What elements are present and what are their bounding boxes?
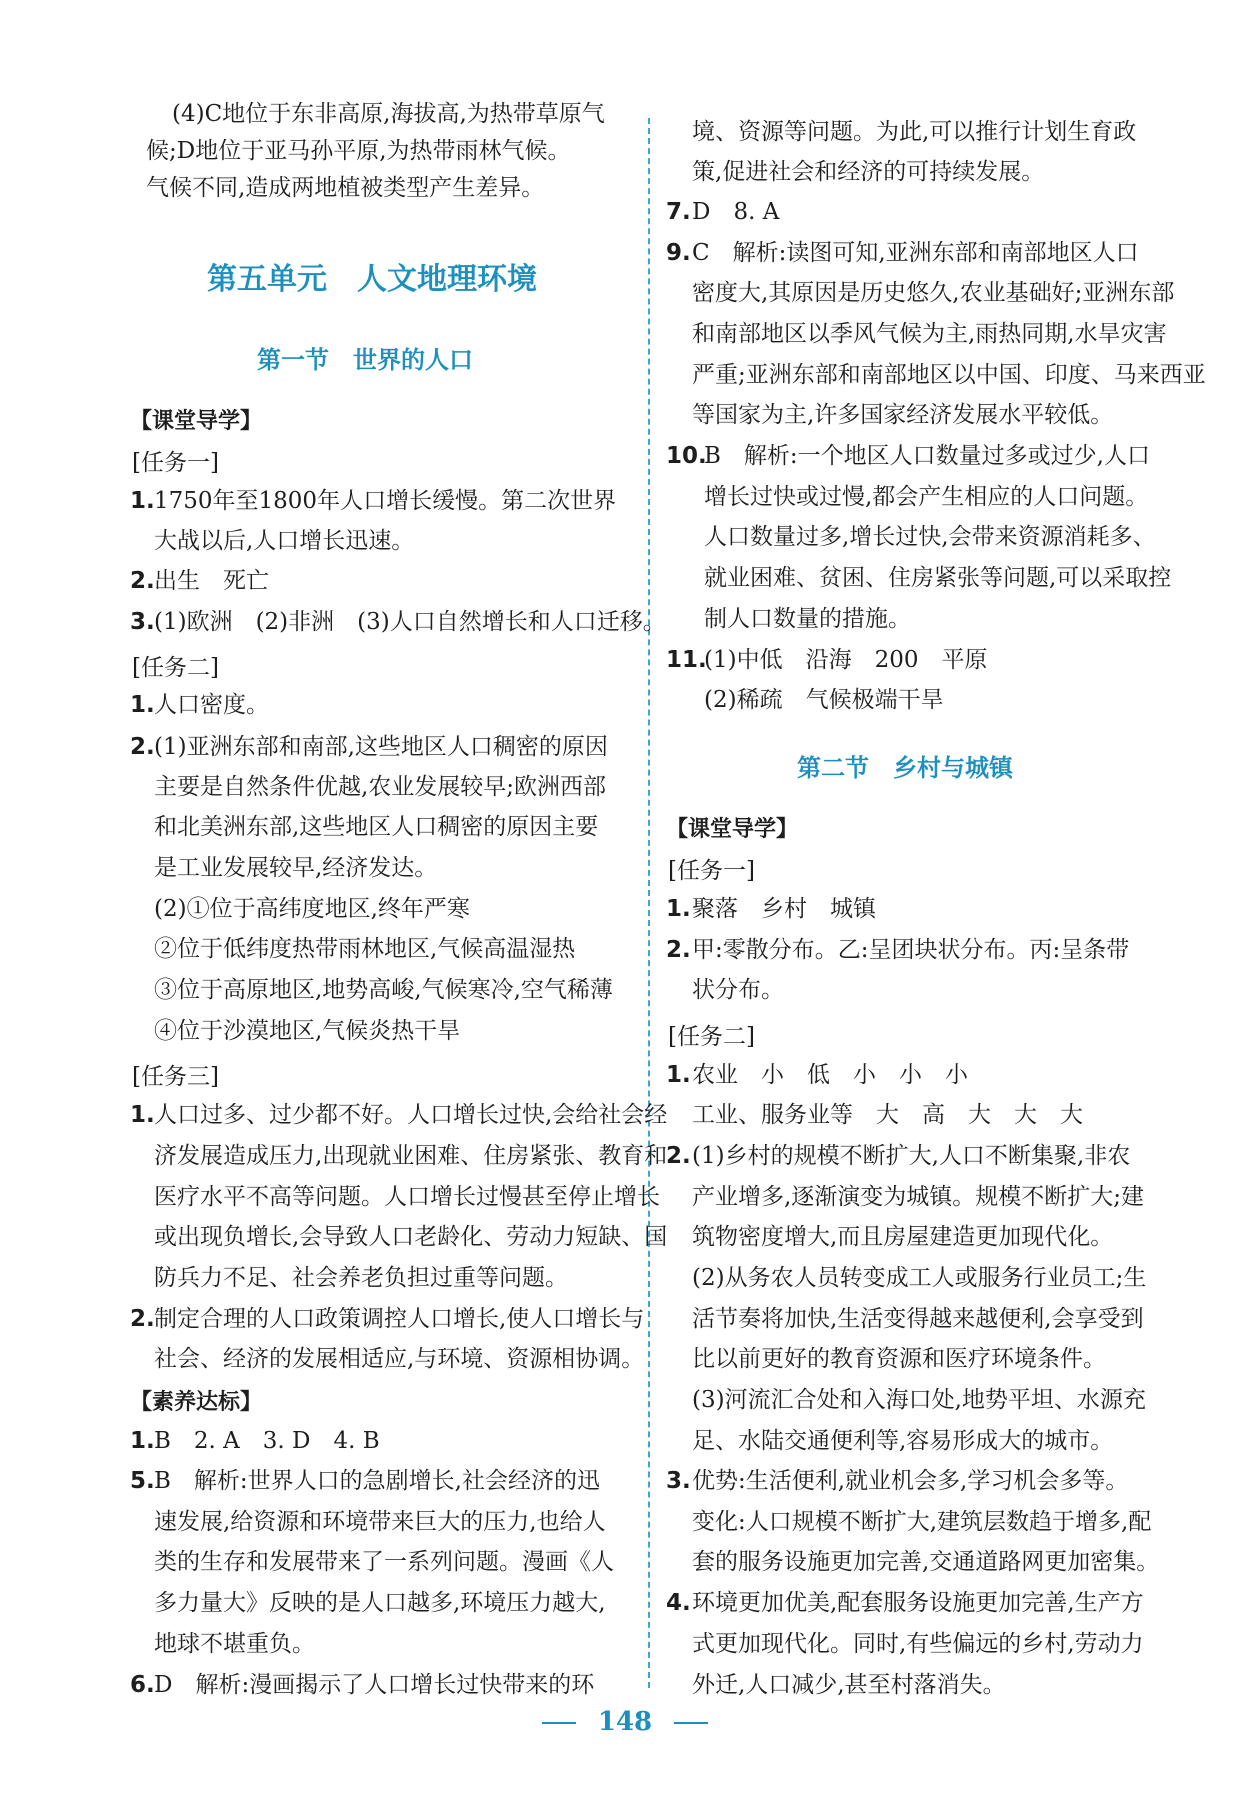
item-text: 速发展,给资源和环境带来巨大的压力,也给人 <box>154 1509 606 1535</box>
section-title: 第二节 乡村与城镇 <box>797 754 1013 782</box>
item-text: 多力量大》反映的是人口越多,环境压力越大, <box>154 1590 606 1616</box>
item-text: (2)从务农人员转变成工人或服务行业员工;生 <box>692 1265 1147 1291</box>
task-label: [任务二] <box>668 1024 755 1050</box>
item-text: 地球不堪重负。 <box>154 1631 315 1657</box>
intro-line: (4)C地位于东非高原,海拔高,为热带草原气 <box>172 101 605 127</box>
item-text: 1750年至1800年人口增长缓慢。第二次世界 <box>154 488 617 514</box>
section-header: 【课堂导学】 <box>130 409 263 434</box>
item-text: C 解析:读图可知,亚洲东部和南部地区人口 <box>692 240 1139 266</box>
task-label: [任务一] <box>132 450 219 476</box>
item-number: 3. <box>666 1468 691 1494</box>
item-text: (3)河流汇合处和入海口处,地势平坦、水源充 <box>692 1387 1146 1413</box>
item-text: 农业 小 低 小 小 小 <box>692 1062 968 1088</box>
item-text: ③位于高原地区,地势高峻,气候寒冷,空气稀薄 <box>154 977 613 1003</box>
item-text: 筑物密度增大,而且房屋建造更加现代化。 <box>692 1224 1114 1250</box>
item-text: 严重;亚洲东部和南部地区以中国、印度、马来西亚 <box>692 362 1206 388</box>
item-text: 套的服务设施更加完善,交通道路网更加密集。 <box>692 1549 1160 1575</box>
item-number: 1. <box>130 692 155 718</box>
item-text: 等国家为主,许多国家经济发展水平较低。 <box>692 402 1114 428</box>
item-number: 1. <box>130 1102 155 1128</box>
item-text: 医疗水平不高等问题。人口增长过慢甚至停止增长 <box>154 1184 660 1210</box>
item-text: 和南部地区以季风气候为主,雨热同期,水旱灾害 <box>692 321 1167 347</box>
page-number-dash-right <box>674 1722 708 1724</box>
item-text: 密度大,其原因是历史悠久,农业基础好;亚洲东部 <box>692 280 1175 306</box>
item-text: 产业增多,逐渐演变为城镇。规模不断扩大;建 <box>692 1184 1145 1210</box>
item-text: 工业、服务业等 大 高 大 大 大 <box>692 1102 1083 1128</box>
item-text: (1)欧洲 (2)非洲 (3)人口自然增长和人口迁移。 <box>154 609 666 635</box>
item-number: 6. <box>130 1672 155 1698</box>
item-text: 甲:零散分布。乙:呈团块状分布。丙:呈条带 <box>692 937 1130 963</box>
item-text: 防兵力不足、社会养老负担过重等问题。 <box>154 1265 568 1291</box>
item-text: D 解析:漫画揭示了人口增长过快带来的环 <box>154 1672 595 1698</box>
item-text: (1)乡村的规模不断扩大,人口不断集聚,非农 <box>692 1143 1131 1169</box>
item-text: B 解析:世界人口的急剧增长,社会经济的迅 <box>154 1468 600 1494</box>
item-text: 环境更加优美,配套服务设施更加完善,生产方 <box>692 1590 1144 1616</box>
item-text: 是工业发展较早,经济发达。 <box>154 855 438 881</box>
item-text: 类的生存和发展带来了一系列问题。漫画《人 <box>154 1549 614 1575</box>
item-number: 7. <box>666 199 691 225</box>
unit-title: 第五单元 人文地理环境 <box>207 262 537 297</box>
item-text: 制人口数量的措施。 <box>704 606 911 632</box>
item-text: 人口过多、过少都不好。人口增长过快,会给社会经 <box>154 1102 668 1128</box>
page-number-dash-left <box>542 1722 576 1724</box>
item-number: 5. <box>130 1468 155 1494</box>
item-text: 主要是自然条件优越,农业发展较早;欧洲西部 <box>154 774 607 800</box>
item-text: 制定合理的人口政策调控人口增长,使人口增长与 <box>154 1306 645 1332</box>
item-text: 优势:生活便利,就业机会多,学习机会多等。 <box>692 1468 1129 1494</box>
item-number: 4. <box>666 1590 691 1616</box>
item-text: 和北美洲东部,这些地区人口稠密的原因主要 <box>154 814 599 840</box>
item-text: 状分布。 <box>692 977 784 1003</box>
item-text: 出生 死亡 <box>154 568 269 594</box>
intro-line: 候;D地位于亚马孙平原,为热带雨林气候。 <box>146 138 571 164</box>
item-text: 活节奏将加快,生活变得越来越便利,会享受到 <box>692 1306 1144 1332</box>
item-text: 济发展造成压力,出现就业困难、住房紧张、教育和 <box>154 1143 668 1169</box>
item-text: (1)中低 沿海 200 平原 <box>704 647 988 673</box>
item-text: 大战以后,人口增长迅速。 <box>154 528 415 554</box>
section-header: 【课堂导学】 <box>666 817 799 842</box>
item-number: 2. <box>666 937 691 963</box>
item-text: 外迁,人口减少,甚至村落消失。 <box>692 1672 1006 1698</box>
item-text: 聚落 乡村 城镇 <box>692 896 876 922</box>
item-text: 人口数量过多,增长过快,会带来资源消耗多、 <box>704 524 1156 550</box>
item-text: 或出现负增长,会导致人口老龄化、劳动力短缺、国 <box>154 1224 668 1250</box>
item-text: B 解析:一个地区人口数量过多或过少,人口 <box>704 443 1150 469</box>
item-number: 11. <box>666 647 707 673</box>
column-divider <box>648 118 650 1688</box>
item-text: 比以前更好的教育资源和医疗环境条件。 <box>692 1346 1106 1372</box>
item-number: 9. <box>666 240 691 266</box>
item-text: 人口密度。 <box>154 692 269 718</box>
item-text: 境、资源等问题。为此,可以推行计划生育政 <box>692 119 1137 145</box>
task-label: [任务二] <box>132 655 219 681</box>
item-text: (2)稀疏 气候极端干旱 <box>704 687 944 713</box>
item-text: 策,促进社会和经济的可持续发展。 <box>692 159 1045 185</box>
item-text: ④位于沙漠地区,气候炎热干旱 <box>154 1018 461 1044</box>
item-text: 式更加现代化。同时,有些偏远的乡村,劳动力 <box>692 1631 1144 1657</box>
item-text: (2)①位于高纬度地区,终年严寒 <box>154 896 470 922</box>
item-number: 1. <box>130 1428 155 1454</box>
item-number: 2. <box>130 568 155 594</box>
item-text: ②位于低纬度热带雨林地区,气候高温湿热 <box>154 936 576 962</box>
item-number: 2. <box>130 1306 155 1332</box>
page-number <box>0 1707 1250 1737</box>
section-title: 第一节 世界的人口 <box>257 346 473 374</box>
item-text: 就业困难、贫困、住房紧张等问题,可以采取控 <box>704 565 1172 591</box>
intro-line: 气候不同,造成两地植被类型产生差异。 <box>146 175 545 201</box>
item-text: 增长过快或过慢,都会产生相应的人口问题。 <box>704 484 1149 510</box>
item-number: 1. <box>666 1062 691 1088</box>
item-number: 2. <box>666 1143 691 1169</box>
item-number: 10. <box>666 443 707 469</box>
item-number: 3. <box>130 609 155 635</box>
item-number: 1. <box>130 488 155 514</box>
item-text: D 8. A <box>692 199 780 225</box>
page-number-value: 148 <box>597 1707 653 1737</box>
item-text: 变化:人口规模不断扩大,建筑层数趋于增多,配 <box>692 1509 1152 1535</box>
item-text: B 2. A 3. D 4. B <box>154 1428 380 1454</box>
item-number: 1. <box>666 896 691 922</box>
task-label: [任务三] <box>132 1064 219 1090</box>
task-label: [任务一] <box>668 858 755 884</box>
item-text: 足、水陆交通便利等,容易形成大的城市。 <box>692 1428 1114 1454</box>
item-text: 社会、经济的发展相适应,与环境、资源相协调。 <box>154 1346 645 1372</box>
section-header: 【素养达标】 <box>130 1390 263 1415</box>
item-number: 2. <box>130 734 155 760</box>
item-text: (1)亚洲东部和南部,这些地区人口稠密的原因 <box>154 734 608 760</box>
